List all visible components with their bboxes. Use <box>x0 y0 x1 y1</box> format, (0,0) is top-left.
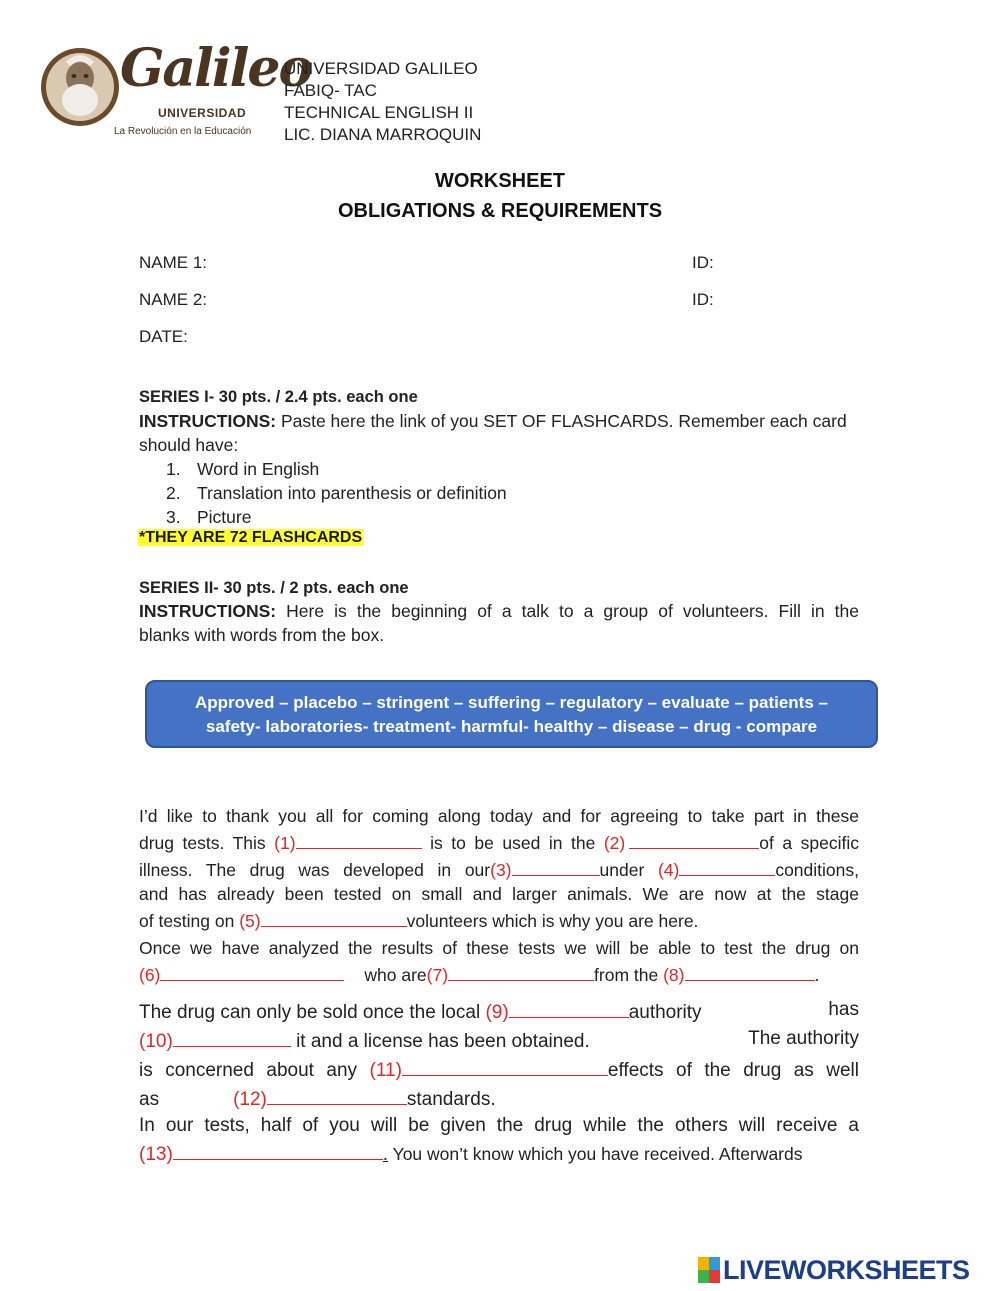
series2-instr-text1: Here is the beginning of a talk to a group of volunteers. Fill in the <box>276 601 859 621</box>
logo-subtitle: UNIVERSIDAD <box>158 106 247 120</box>
p4-line1: In our tests, half of you will be given the drug while the others will receive a <box>139 1115 859 1136</box>
logo-brand: Galileo <box>120 38 312 99</box>
p1-line3: illness. The drug was developed in our(3) under (4) conditions, <box>139 855 859 882</box>
p1-line4: and has already been tested on small and larger animals. We are now at the stage <box>139 884 859 904</box>
p1-line2: drug tests. This (1) is to be used in the (2) of a specific <box>139 828 859 855</box>
blank-13[interactable]: (13) <box>139 1144 383 1165</box>
series1-list <box>166 457 507 529</box>
header-line-teacher: LIC. DIANA MARROQUIN <box>284 125 482 144</box>
blank-2[interactable]: (2) <box>604 833 759 853</box>
blank-6[interactable]: (6) <box>139 965 344 985</box>
blank-4[interactable]: (4) <box>658 860 775 880</box>
liveworksheets-badge-icon <box>698 1257 720 1283</box>
series1-instructions <box>139 409 859 457</box>
p2-line2: (6) who are(7) from the (8) . <box>139 960 859 987</box>
worksheet-subtitle: OBLIGATIONS & REQUIREMENTS <box>337 200 663 222</box>
word-bank-line2: safety- laboratories- treatment- harmful- healthy – disease – drug - compare <box>205 717 818 736</box>
series2-instructions <box>139 599 859 647</box>
name1-label: NAME 1: <box>139 253 208 272</box>
id1-label: ID: <box>692 253 714 272</box>
id2-label: ID: <box>692 290 714 309</box>
series1-instr-text2: should have: <box>139 435 239 455</box>
p4-line2: (13) . You won’t know which you have received. Afterwards <box>139 1139 859 1168</box>
p3-line1: The drug can only be sold once the local (9) authority has <box>139 999 859 1023</box>
paragraph-3 <box>139 997 859 1113</box>
series2-heading: SERIES II- 30 pts. / 2 pts. each one <box>139 579 409 597</box>
logo-tagline: La Revolución en la Educación <box>114 126 252 137</box>
p1-line1: I’d like to thank you all for coming along today and for agreeing to take part in these <box>139 806 859 826</box>
header-line-course: TECHNICAL ENGLISH II <box>284 103 474 122</box>
university-logo <box>40 38 312 144</box>
date-label: DATE: <box>139 327 188 346</box>
galileo-portrait-icon <box>40 44 120 130</box>
blank-5[interactable]: (5) <box>239 911 406 931</box>
blank-10[interactable]: (10) <box>139 1031 291 1052</box>
list-item: 1. Word in English <box>166 459 320 479</box>
series2-instr-label: INSTRUCTIONS: <box>139 601 277 621</box>
p3-line4: as (12) standards. <box>139 1084 859 1113</box>
p2-line1: Once we have analyzed the results of these tests we will be able to test the drug on <box>139 938 859 958</box>
series1-instr-label: INSTRUCTIONS: <box>139 411 277 431</box>
paragraph-1 <box>139 804 859 933</box>
word-bank-line1: Approved – placebo – stringent – suffering – regulatory – evaluate – patients – <box>195 693 828 712</box>
p3-line3: is concerned about any (11) effects of the drug as well <box>139 1055 859 1084</box>
blank-8[interactable]: (8) <box>663 965 814 985</box>
name2-label: NAME 2: <box>139 290 208 309</box>
paragraph-2 <box>139 936 859 987</box>
list-item: 3. Picture <box>166 507 252 527</box>
paragraph-4 <box>139 1113 859 1168</box>
header-line-faculty: FABIQ- TAC <box>284 81 377 100</box>
blank-9[interactable]: (9) <box>485 1002 628 1023</box>
header-line-university: UNIVERSIDAD GALILEO <box>284 59 478 78</box>
series2-instr-text2: blanks with words from the box. <box>139 625 385 645</box>
list-item: 2. Translation into parenthesis or definition <box>166 483 507 503</box>
liveworksheets-label: LIVEWORKSHEETS <box>723 1255 970 1285</box>
worksheet-title: WORKSHEET <box>435 170 565 192</box>
blank-7[interactable]: (7) <box>427 965 594 985</box>
flashcards-note: *THEY ARE 72 FLASHCARDS <box>139 529 363 546</box>
blank-3[interactable]: (3) <box>490 860 599 880</box>
p3-line2: (10) it and a license has been obtained. The authority <box>139 1028 859 1052</box>
blank-11[interactable]: (11) <box>370 1060 608 1081</box>
series1-instr-text1: Paste here the link of you SET OF FLASHCARDS. Remember each card <box>276 411 847 431</box>
blank-1[interactable]: (1) <box>274 833 421 853</box>
p1-line5: of testing on (5) volunteers which is why you are here. <box>139 906 859 933</box>
blank-12[interactable]: (12) <box>233 1089 407 1110</box>
series1-heading: SERIES I- 30 pts. / 2.4 pts. each one <box>139 388 418 406</box>
header-block <box>284 58 481 146</box>
word-bank-box <box>145 680 878 748</box>
